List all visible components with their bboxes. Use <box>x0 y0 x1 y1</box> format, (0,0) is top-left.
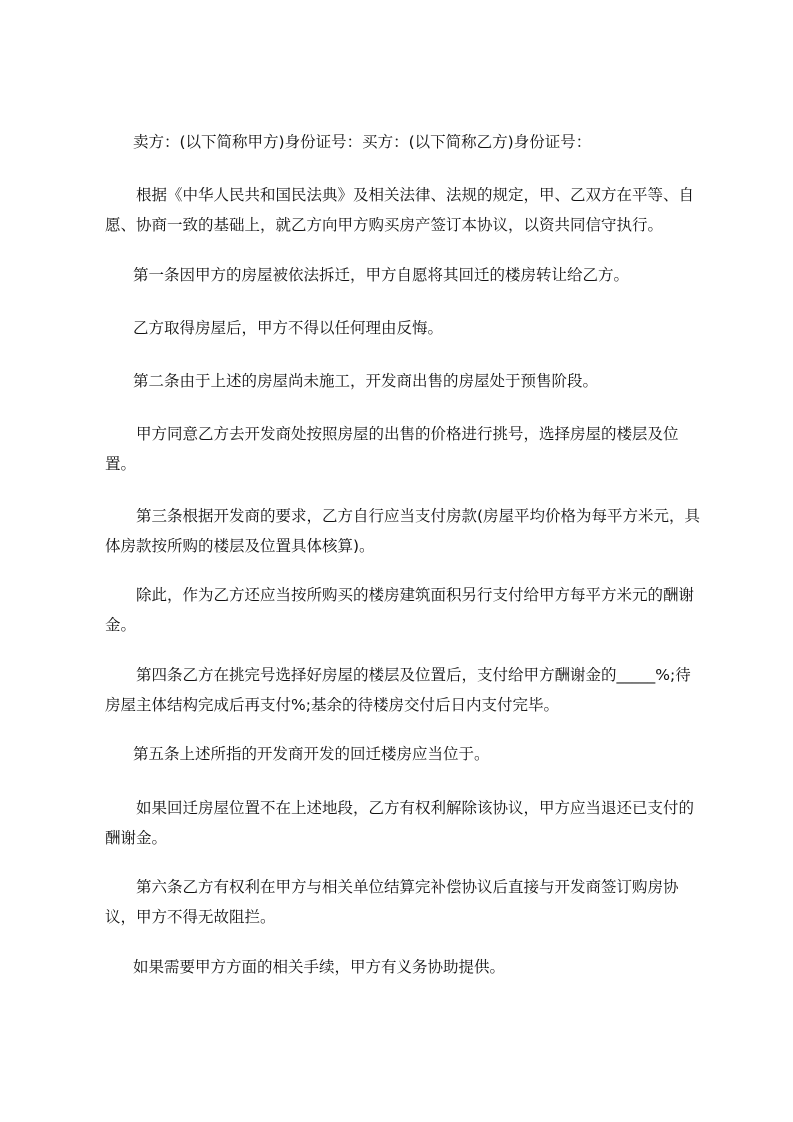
article-2-note: 甲方同意乙方去开发商处按照房屋的出售的价格进行挑号，选择房屋的楼层及位置。 <box>105 425 679 473</box>
article-2-paragraph: 第二条由于上述的房屋尚未施工，开发商出售的房屋处于预售阶段。 <box>133 372 599 390</box>
article-3-note: 除此，作为乙方还应当按所购买的楼房建筑面积另行支付给甲方每平方米元的酬谢金。 <box>105 586 695 634</box>
article-3-paragraph: 第三条根据开发商的要求，乙方自行应当支付房款(房屋平均价格为每平方米元，具体房款按所购的楼层及位置具体核算)。 <box>105 507 701 555</box>
party-identification: 卖方：(以下简称甲方)身份证号：买方：(以下简称乙方)身份证号： <box>133 133 592 151</box>
article-6-note: 如果需要甲方方面的相关手续，甲方有义务协助提供。 <box>133 958 506 976</box>
article-5-paragraph: 第五条上述所指的开发商开发的回迁楼房应当位于。 <box>133 745 490 763</box>
article-5-note: 如果回迁房屋位置不在上述地段，乙方有权利解除该协议，甲方应当退还已支付的酬谢金。 <box>105 799 695 847</box>
article-1-note: 乙方取得房屋后，甲方不得以任何理由反悔。 <box>133 319 444 337</box>
article-6-paragraph: 第六条乙方有权利在甲方与相关单位结算完补偿协议后直接与开发商签订购房协议，甲方不得无故阻拦。 <box>105 878 679 926</box>
article-1-paragraph: 第一条因甲方的房屋被依法拆迁，甲方自愿将其回迁的楼房转让给乙方。 <box>133 266 630 284</box>
article-4-paragraph: 第四条乙方在挑完号选择好房屋的楼层及位置后，支付给甲方酬谢金的_____%;待房屋主体结构完成后再支付%;基余的待楼房交付后日内支付完毕。 <box>105 666 691 714</box>
preamble-paragraph: 根据《中华人民共和国民法典》及相关法律、法规的规定，甲、乙双方在平等、自愿、协商一致的基础上，就乙方向甲方购买房产签订本协议，以资共同信守执行。 <box>105 186 695 234</box>
